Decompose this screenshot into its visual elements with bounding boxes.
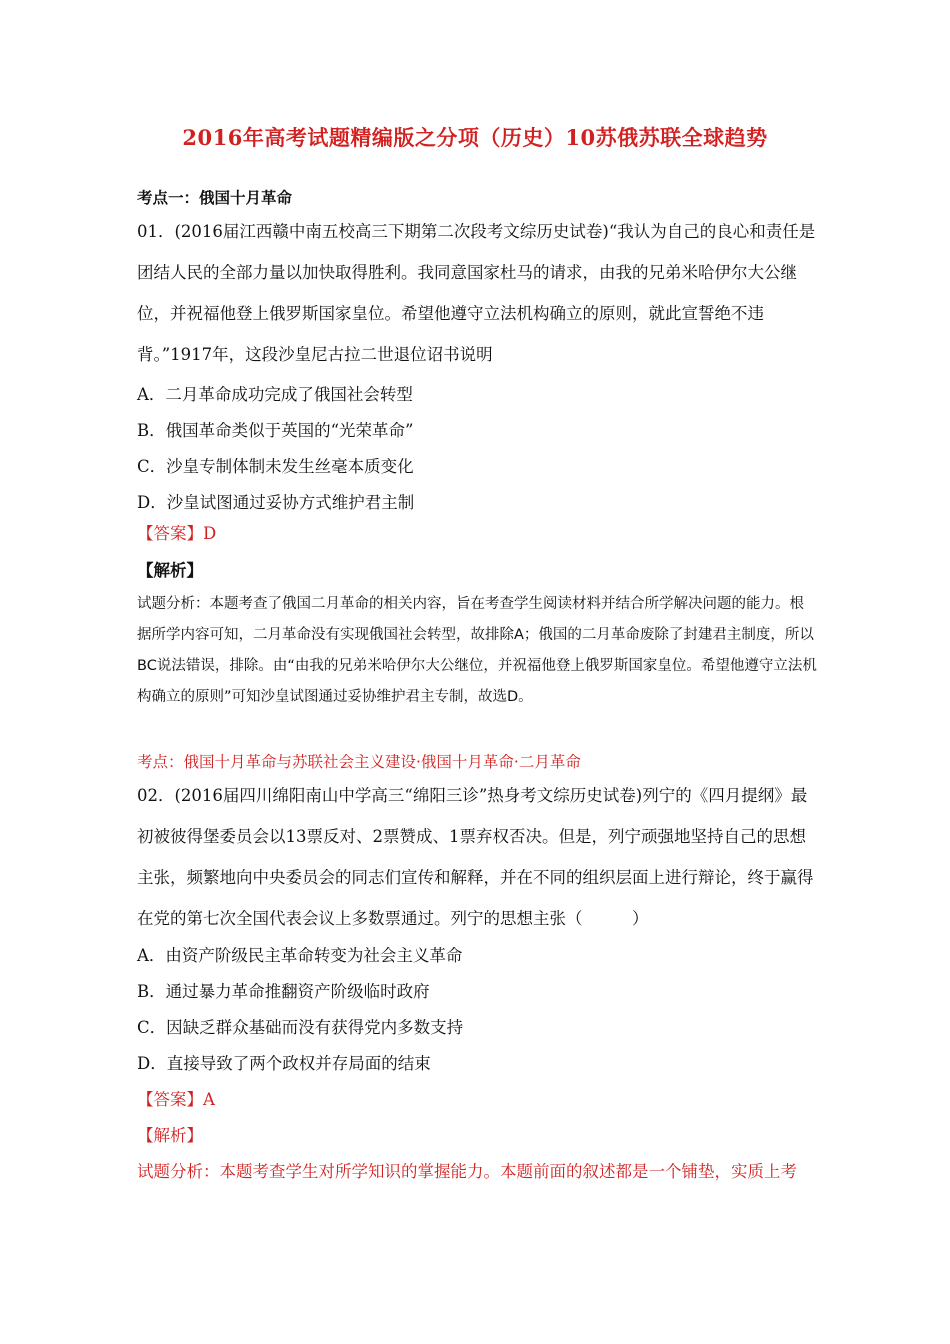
option-c: C．因缺乏群众基础而没有获得党内多数支持 bbox=[137, 1018, 464, 1037]
option-d: D．沙皇试图通过妥协方式维护君主制 bbox=[137, 493, 415, 512]
analysis-label: 【解析】 bbox=[137, 561, 203, 580]
answer-value: D bbox=[203, 524, 217, 543]
option-a: A．由资产阶级民主革命转变为社会主义革命 bbox=[137, 946, 463, 965]
question-1-options bbox=[137, 377, 817, 521]
question-2-stem: 02．(2016届四川绵阳南山中学高三“绵阳三诊”热身考文综历史试卷)列宁的《四月提纲》最初被彼得堡委员会以13票反对、2票赞成、1票弃权否决。但是，列宁顽强地坚持自己的思想主张，频繁地向中央委员会的同志们宣传和解释，并在不同的组织层面上进行辩论，终于赢得在党的第七次全国代表会议上多数票通过。列宁的思想主张（ ） bbox=[137, 786, 814, 928]
option-d: D．直接导致了两个政权并存局面的结束 bbox=[137, 1054, 431, 1073]
option-b: B．通过暴力革命推翻资产阶级临时政府 bbox=[137, 982, 430, 1001]
question-2-analysis: 试题分析：本题考查学生对所学知识的掌握能力。本题前面的叙述都是一个铺垫，实质上考 bbox=[137, 1162, 797, 1181]
analysis-label: 【解析】 bbox=[137, 1126, 203, 1145]
question-2-answer bbox=[137, 1082, 817, 1118]
option-c: C．沙皇专制体制未发生丝毫本质变化 bbox=[137, 457, 414, 476]
question-1-analysis: 试题分析：本题考查了俄国二月革命的相关内容，旨在考查学生阅读材料并结合所学解决问题的能力。根据所学内容可知，二月革命没有实现俄国社会转型，故排除A；俄国的二月革命废除了封建君主制度，所以BC说法错误，排除。由“由我的兄弟米哈伊尔大公继位，并祝福他登上俄罗斯国家皇位。希望他遵守立法机构确立的原则”可知沙皇试图通过妥协维护君主专制，故选D。 bbox=[137, 596, 817, 705]
option-a: A．二月革命成功完成了俄国社会转型 bbox=[137, 385, 413, 404]
page-title: 2016年高考试题精编版之分项（历史）10苏俄苏联全球趋势 bbox=[182, 125, 768, 150]
answer-label: 【答案】 bbox=[137, 1090, 203, 1109]
question-1-stem: 01．(2016届江西赣中南五校高三下期第二次段考文综历史试卷)“我认为自己的良心和责任是团结人民的全部力量以加快取得胜利。我同意国家杜马的请求，由我的兄弟米哈伊尔大公继位，并祝福他登上俄罗斯国家皇位。希望他遵守立法机构确立的原则，就此宣誓绝不违背。”1917年，这段沙皇尼古拉二世退位诏书说明 bbox=[137, 222, 816, 364]
knowledge-point: 考点：俄国十月革命与苏联社会主义建设·俄国十月革命·二月革命 bbox=[137, 753, 581, 771]
answer-value: A bbox=[203, 1090, 215, 1109]
question-2-options bbox=[137, 938, 817, 1082]
answer-label: 【答案】 bbox=[137, 524, 203, 543]
question-1-answer bbox=[137, 516, 817, 552]
section-heading: 考点一：俄国十月革命 bbox=[137, 188, 293, 207]
option-b: B．俄国革命类似于英国的“光荣革命” bbox=[137, 421, 414, 440]
